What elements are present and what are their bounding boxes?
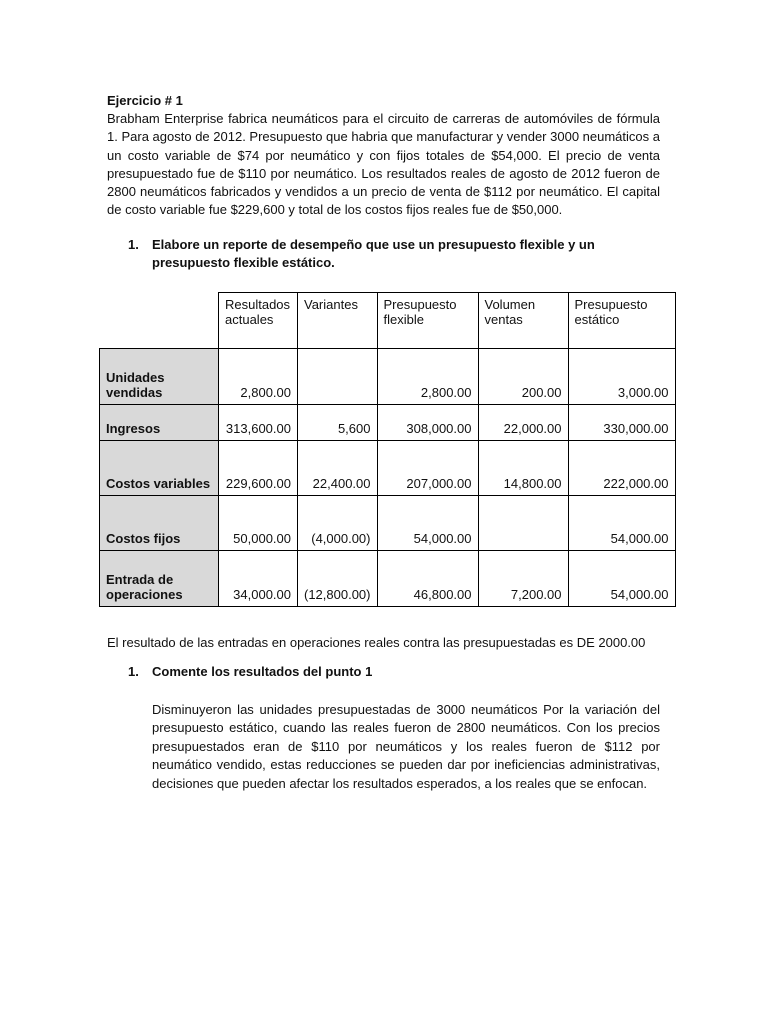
table-header-cell: Presupuesto estático bbox=[568, 293, 675, 349]
row-label: Costos fijos bbox=[100, 496, 219, 551]
performance-report-table bbox=[99, 292, 676, 607]
table-row bbox=[100, 551, 676, 607]
question-2 bbox=[128, 664, 372, 679]
table-header-cell: Variantes bbox=[298, 293, 378, 349]
table-row bbox=[100, 496, 676, 551]
question-2-text: Comente los resultados del punto 1 bbox=[152, 664, 373, 679]
table-cell: 22,000.00 bbox=[478, 405, 568, 441]
row-label: Unidades vendidas bbox=[100, 349, 219, 405]
table-cell: 207,000.00 bbox=[377, 441, 478, 496]
table-cell: 2,800.00 bbox=[377, 349, 478, 405]
table-cell: 50,000.00 bbox=[219, 496, 298, 551]
table-cell bbox=[478, 496, 568, 551]
table-cell: 7,200.00 bbox=[478, 551, 568, 607]
question-1-text: Elabore un reporte de desempeño que use un presupuesto flexible y un presupuesto flexible estático. bbox=[152, 237, 595, 270]
table-cell: 2,800.00 bbox=[219, 349, 298, 405]
table-row bbox=[100, 405, 676, 441]
table-cell: 5,600 bbox=[298, 405, 378, 441]
table-cell: 222,000.00 bbox=[568, 441, 675, 496]
result-statement: El resultado de las entradas en operaciones reales contra las presupuestadas es DE 2000.00 bbox=[107, 635, 646, 650]
comment-paragraph: Disminuyeron las unidades presupuestadas de 3000 neumáticos Por la variación del presupuesto estático, cuando las reales fueron de 2800 neumáticos. Con los precios presupuestados eran de $110 por neumáticos y los reales fueron de $112 por neumático vendido, estas reducciones se pueden dar por ineficiencias administrativas, decisiones que pueden afectar los resultados esperados, a los reales que se enfocan. bbox=[152, 702, 660, 791]
table-cell bbox=[298, 349, 378, 405]
table-cell: (4,000.00) bbox=[298, 496, 378, 551]
table-cell: 313,600.00 bbox=[219, 405, 298, 441]
table-corner-cell bbox=[100, 293, 219, 349]
table-cell: 14,800.00 bbox=[478, 441, 568, 496]
table-header-cell: Resultados actuales bbox=[219, 293, 298, 349]
table-cell: 46,800.00 bbox=[377, 551, 478, 607]
question-1 bbox=[128, 236, 668, 272]
table-cell: 22,400.00 bbox=[298, 441, 378, 496]
table-header-cell: Presupuesto flexible bbox=[377, 293, 478, 349]
table-cell: 34,000.00 bbox=[219, 551, 298, 607]
row-label: Entrada de operaciones bbox=[100, 551, 219, 607]
intro-paragraph: Brabham Enterprise fabrica neumáticos para el circuito de carreras de automóviles de fórmula 1. Para agosto de 2012. Presupuesto que habria que manufacturar y vender 3000 neumáticos a un costo variable de $74 por neumático y con fijos totales de $54,000. El precio de venta presupuestado fue de $110 por neumático. Los resultados reales de agosto de 2012 fueron de 2800 neumáticos fabricados y vendidos a un precio de venta de $112 por neumático. El capital de costo variable fue $229,600 y total de los costos fijos reales fue de $50,000. bbox=[107, 111, 660, 218]
table-cell: 54,000.00 bbox=[568, 551, 675, 607]
exercise-heading: Ejercicio # 1 bbox=[107, 93, 183, 108]
table-cell: (12,800.00) bbox=[298, 551, 378, 607]
table-cell: 330,000.00 bbox=[568, 405, 675, 441]
table-cell: 308,000.00 bbox=[377, 405, 478, 441]
table-cell: 3,000.00 bbox=[568, 349, 675, 405]
table-cell: 54,000.00 bbox=[377, 496, 478, 551]
row-label: Ingresos bbox=[100, 405, 219, 441]
row-label: Costos variables bbox=[100, 441, 219, 496]
table-header-cell: Volumen ventas bbox=[478, 293, 568, 349]
table-cell: 200.00 bbox=[478, 349, 568, 405]
question-2-number: 1. bbox=[128, 664, 139, 679]
table-row bbox=[100, 349, 676, 405]
table-cell: 229,600.00 bbox=[219, 441, 298, 496]
question-1-number: 1. bbox=[128, 237, 139, 252]
table-row bbox=[100, 441, 676, 496]
table-cell: 54,000.00 bbox=[568, 496, 675, 551]
table-header-row bbox=[100, 293, 676, 349]
